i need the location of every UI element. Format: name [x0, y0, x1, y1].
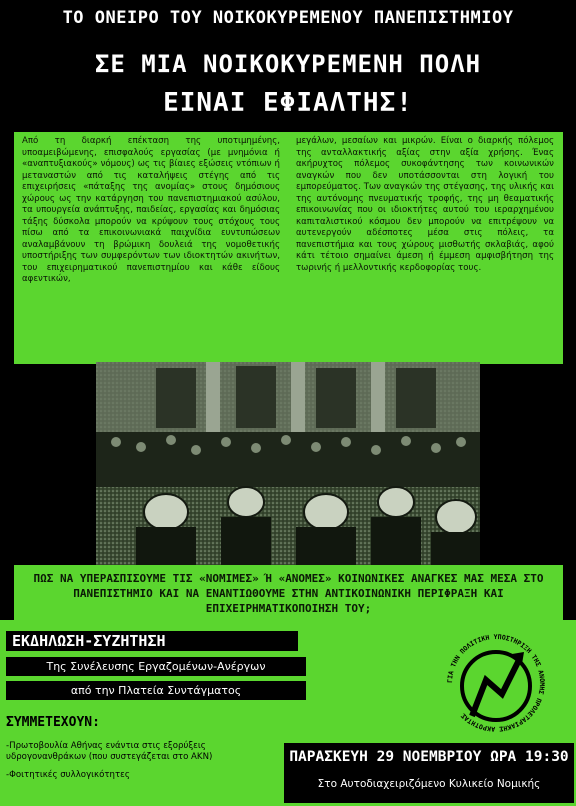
collective-logo [420, 628, 572, 738]
event-venue: Στο Αυτοδιαχειριζόμενο Κυλικείο Νομικής [317, 778, 541, 790]
logo-ring-text: ΓΙΑ ΤΗΝ ΠΟΛΙΤΙΚΗ ΥΠΟΣΤΗΡΙΞΗ ΤΗΣ ΑΝΟΜΗΣ ΠΡΟΛΕΤΑΡΙΑΚΗΣ ΑΚΡΟΤΗΤΑΣ [445, 632, 547, 734]
protest-photo [96, 362, 480, 565]
organizer-line-1: Της Συνέλευσης Εργαζομένων-Ανέργων [6, 657, 306, 676]
participants-title: ΣΥΜΜΕΤΕΧΟΥΝ: [6, 715, 100, 730]
body-left-column: Από τη διαρκή επέκταση της υποτιμημένης, υποαμειβώμενης, επισφαλούς εργασίας (με μνημόνια ή «αναπτυξιακούς» νόμους) ως τις βίαιες εξώσεις ντόπιων ή μεταναστών από τις καταλήψεις στέγης από τις επιχειρήσεις «πάταξης της ανομίας» στους δημόσιους χώρους ως την κατάργηση του πανεπιστημιακού ασύλου, τα υπουργεία ανάπτυξης, παιδείας, εργασίας και δημόσιας τάξης δύσκολα μπορούν να κρύψουν τους στόχους τους πίσω από τα επικοινωνιακά παιχνίδια ευντυπώσεων αναλαμβάνουν τη βρώμικη δουλειά της νομοθετικής υποστήριξης των συμφερόντων των ιδιοκτητών ακινήτων, του επιχειρηματικού πανεπιστημίου και κάθε είδους αφεντικών, [22, 136, 280, 284]
body-right-column: μεγάλων, μεσαίων και μικρών. Είναι ο διαρκής πόλεμος της ανταλλακτικής αξίας στην αξία χρήσης. Ένας ακήρυχτος πόλεμος συκοφάντησης των κοινωνικών αναγκών που δεν υποτάσσονται στη λογική του εμπορεύματος. Των αναγκών της στέγασης, της υλικής και της αυτόνομης πνευματικής τροφής, της μη θεαματικής επικοινωνίας που οι ιδιοκτήτες αυτού του ιεραρχημένου καπιταλιστικού κόσμου δεν μπορούν να επιτρέψουν να αυτενεργούν αδέσποτες μέσα στις πόλεις, τα πανεπιστήμια και τους χώρους μισθωτής σκλαβιάς, αφού κάτι τέτοιο σημαίνει άμεση ή έμμεση αμφισβήτηση της τωρινής ή μελλοντικής κερδοφορίας τους. [296, 136, 554, 273]
participant-item: -Πρωτοβουλία Αθήνας ενάντια στις εξορύξεις υδρογονανθράκων (που συστεγάζεται στο ΑΚΝ) [6, 741, 213, 762]
participant-item: -Φοιτητικές συλλογικότητες [6, 770, 130, 780]
organizer-line-2: από την Πλατεία Συντάγματος [6, 681, 306, 700]
headline-line-2: ΣΕ ΜΙΑ ΝΟΙΚΟΚΥΡΕΜΕΝΗ ΠΟΛΗ [94, 50, 482, 78]
headline-line-3: ΕΙΝΑΙ ΕΦΙΑΛΤΗΣ! [163, 88, 413, 118]
question-text: ΠΩΣ ΝΑ ΥΠΕΡΑΣΠΙΣΟΥΜΕ ΤΙΣ «ΝΟΜΙΜΕΣ» Ή «ΑΝΟΜΕΣ» ΚΟΙΝΩΝΙΚΕΣ ΑΝΑΓΚΕΣ ΜΑΣ ΜΕΣΑ ΣΤΟ ΠΑΝΕΠΙΣΤΗΜΙΟ ΚΑΙ ΝΑ ΕΝΑΝΤΙΩΘΟΥΜΕ ΣΤΗΝ ΑΝΤΙΚΟΙΝΩΝΙΚΗ ΠΕΡΙΦΡΑΞΗ ΚΑΙ ΕΠΙΧΕΙΡΗΜΑΤΙΚΟΠΟΙΗΣΗ ΤΟΥ; [33, 572, 544, 615]
headline-line-1: ΤΟ ΟΝΕΙΡΟ ΤΟΥ ΝΟΙΚΟΚΥΡΕΜΕΝΟΥ ΠΑΝΕΠΙΣΤΗΜΙΟΥ [62, 8, 514, 28]
event-date: ΠΑΡΑΣΚΕΥΗ 29 ΝΟΕΜΒΡΙΟΥ ΩΡΑ 19:30 [289, 749, 569, 765]
event-title: ΕΚΔΗΛΩΣΗ-ΣΥΖΗΤΗΣΗ [6, 631, 298, 651]
